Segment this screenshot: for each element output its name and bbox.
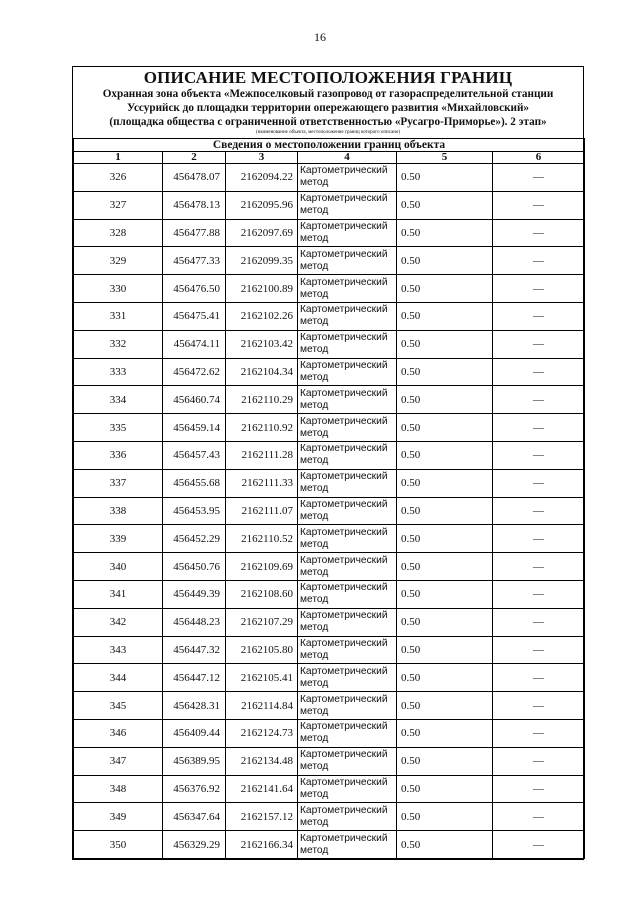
accuracy-value: 0.50 — [397, 831, 493, 859]
y-coordinate: 2162157.12 — [226, 803, 298, 831]
y-coordinate: 2162108.60 — [226, 580, 298, 608]
accuracy-value: 0.50 — [397, 580, 493, 608]
x-coordinate: 456478.07 — [163, 164, 226, 192]
table-row — [74, 580, 585, 608]
accuracy-value: 0.50 — [397, 692, 493, 720]
column-header: 5 — [397, 152, 493, 164]
x-coordinate: 456460.74 — [163, 386, 226, 414]
point-description: — — [493, 608, 585, 636]
document-title: ОПИСАНИЕ МЕСТОПОЛОЖЕНИЯ ГРАНИЦ — [143, 68, 513, 87]
point-number: 345 — [74, 692, 163, 720]
table-body — [74, 164, 585, 859]
point-number: 330 — [74, 275, 163, 303]
object-name-caption: (наименование объекта, местоположение границ которого описано) — [255, 130, 401, 135]
x-coordinate: 456477.88 — [163, 219, 226, 247]
point-number: 348 — [74, 775, 163, 803]
table-row — [74, 636, 585, 664]
table-row — [74, 664, 585, 692]
point-description: — — [493, 497, 585, 525]
table-row — [74, 608, 585, 636]
point-number: 327 — [74, 191, 163, 219]
x-coordinate: 456453.95 — [163, 497, 226, 525]
point-description: — — [493, 164, 585, 192]
determination-method: Картометрический метод — [298, 636, 397, 664]
accuracy-value: 0.50 — [397, 386, 493, 414]
determination-method: Картометрический метод — [298, 580, 397, 608]
accuracy-value: 0.50 — [397, 414, 493, 442]
accuracy-value: 0.50 — [397, 330, 493, 358]
column-header: 2 — [163, 152, 226, 164]
determination-method: Картометрический метод — [298, 441, 397, 469]
y-coordinate: 2162111.33 — [226, 469, 298, 497]
point-description: — — [493, 330, 585, 358]
determination-method: Картометрический метод — [298, 386, 397, 414]
point-description: — — [493, 803, 585, 831]
point-description: — — [493, 775, 585, 803]
coordinates-table — [73, 138, 585, 859]
point-number: 341 — [74, 580, 163, 608]
x-coordinate: 456347.64 — [163, 803, 226, 831]
table-row — [74, 692, 585, 720]
accuracy-value: 0.50 — [397, 191, 493, 219]
table-row — [74, 553, 585, 581]
y-coordinate: 2162107.29 — [226, 608, 298, 636]
accuracy-value: 0.50 — [397, 775, 493, 803]
boundary-description-document — [72, 66, 584, 860]
point-description: — — [493, 247, 585, 275]
table-row — [74, 302, 585, 330]
table-row — [74, 497, 585, 525]
determination-method: Картометрический метод — [298, 219, 397, 247]
x-coordinate: 456476.50 — [163, 275, 226, 303]
table-row — [74, 219, 585, 247]
x-coordinate: 456459.14 — [163, 414, 226, 442]
point-description: — — [493, 664, 585, 692]
determination-method: Картометрический метод — [298, 831, 397, 859]
accuracy-value: 0.50 — [397, 803, 493, 831]
accuracy-value: 0.50 — [397, 719, 493, 747]
y-coordinate: 2162110.92 — [226, 414, 298, 442]
point-number: 344 — [74, 664, 163, 692]
point-number: 332 — [74, 330, 163, 358]
determination-method: Картометрический метод — [298, 302, 397, 330]
y-coordinate: 2162134.48 — [226, 747, 298, 775]
accuracy-value: 0.50 — [397, 636, 493, 664]
table-row — [74, 525, 585, 553]
column-header: 6 — [493, 152, 585, 164]
point-description: — — [493, 553, 585, 581]
page-number: 16 — [314, 30, 326, 44]
accuracy-value: 0.50 — [397, 441, 493, 469]
determination-method: Картометрический метод — [298, 469, 397, 497]
y-coordinate: 2162141.64 — [226, 775, 298, 803]
accuracy-value: 0.50 — [397, 664, 493, 692]
accuracy-value: 0.50 — [397, 275, 493, 303]
table-row — [74, 414, 585, 442]
y-coordinate: 2162110.29 — [226, 386, 298, 414]
point-description: — — [493, 692, 585, 720]
x-coordinate: 456329.29 — [163, 831, 226, 859]
table-row — [74, 275, 585, 303]
accuracy-value: 0.50 — [397, 497, 493, 525]
point-number: 326 — [74, 164, 163, 192]
accuracy-value: 0.50 — [397, 608, 493, 636]
determination-method: Картометрический метод — [298, 330, 397, 358]
column-header: 1 — [74, 152, 163, 164]
point-description: — — [493, 747, 585, 775]
x-coordinate: 456450.76 — [163, 553, 226, 581]
y-coordinate: 2162100.89 — [226, 275, 298, 303]
x-coordinate: 456475.41 — [163, 302, 226, 330]
x-coordinate: 456478.13 — [163, 191, 226, 219]
y-coordinate: 2162124.73 — [226, 719, 298, 747]
y-coordinate: 2162094.22 — [226, 164, 298, 192]
y-coordinate: 2162110.52 — [226, 525, 298, 553]
x-coordinate: 456452.29 — [163, 525, 226, 553]
determination-method: Картометрический метод — [298, 775, 397, 803]
point-number: 349 — [74, 803, 163, 831]
y-coordinate: 2162099.35 — [226, 247, 298, 275]
table-row — [74, 386, 585, 414]
point-description: — — [493, 358, 585, 386]
y-coordinate: 2162111.07 — [226, 497, 298, 525]
point-description: — — [493, 525, 585, 553]
determination-method: Картометрический метод — [298, 692, 397, 720]
determination-method: Картометрический метод — [298, 664, 397, 692]
x-coordinate: 456449.39 — [163, 580, 226, 608]
determination-method: Картометрический метод — [298, 191, 397, 219]
column-header: 3 — [226, 152, 298, 164]
y-coordinate: 2162104.34 — [226, 358, 298, 386]
y-coordinate: 2162095.96 — [226, 191, 298, 219]
table-row — [74, 719, 585, 747]
accuracy-value: 0.50 — [397, 247, 493, 275]
point-number: 329 — [74, 247, 163, 275]
point-number: 340 — [74, 553, 163, 581]
y-coordinate: 2162114.84 — [226, 692, 298, 720]
point-number: 338 — [74, 497, 163, 525]
object-name-line-2: Уссурийск до площадки территории опережающего развития «Михайловский» — [126, 102, 530, 114]
determination-method: Картометрический метод — [298, 803, 397, 831]
y-coordinate: 2162166.34 — [226, 831, 298, 859]
determination-method: Картометрический метод — [298, 275, 397, 303]
x-coordinate: 456448.23 — [163, 608, 226, 636]
determination-method: Картометрический метод — [298, 164, 397, 192]
point-description: — — [493, 219, 585, 247]
accuracy-value: 0.50 — [397, 469, 493, 497]
point-number: 350 — [74, 831, 163, 859]
point-number: 336 — [74, 441, 163, 469]
x-coordinate: 456472.62 — [163, 358, 226, 386]
x-coordinate: 456474.11 — [163, 330, 226, 358]
point-description: — — [493, 441, 585, 469]
point-description: — — [493, 719, 585, 747]
point-description: — — [493, 275, 585, 303]
determination-method: Картометрический метод — [298, 553, 397, 581]
point-description: — — [493, 469, 585, 497]
point-number: 346 — [74, 719, 163, 747]
point-number: 335 — [74, 414, 163, 442]
table-row — [74, 803, 585, 831]
table-row — [74, 164, 585, 192]
point-number: 347 — [74, 747, 163, 775]
determination-method: Картометрический метод — [298, 358, 397, 386]
x-coordinate: 456447.12 — [163, 664, 226, 692]
accuracy-value: 0.50 — [397, 358, 493, 386]
point-number: 333 — [74, 358, 163, 386]
point-description: — — [493, 831, 585, 859]
x-coordinate: 456457.43 — [163, 441, 226, 469]
point-description: — — [493, 191, 585, 219]
point-description: — — [493, 386, 585, 414]
table-row — [74, 247, 585, 275]
point-description: — — [493, 636, 585, 664]
y-coordinate: 2162103.42 — [226, 330, 298, 358]
determination-method: Картометрический метод — [298, 525, 397, 553]
table-row — [74, 775, 585, 803]
determination-method: Картометрический метод — [298, 608, 397, 636]
table-row — [74, 441, 585, 469]
point-number: 337 — [74, 469, 163, 497]
table-row — [74, 358, 585, 386]
column-header: 4 — [298, 152, 397, 164]
determination-method: Картометрический метод — [298, 414, 397, 442]
y-coordinate: 2162097.69 — [226, 219, 298, 247]
point-number: 331 — [74, 302, 163, 330]
accuracy-value: 0.50 — [397, 553, 493, 581]
point-number: 342 — [74, 608, 163, 636]
x-coordinate: 456428.31 — [163, 692, 226, 720]
object-name-line-1: Охранная зона объекта «Межпоселковый газопровод от газораспределительной станции — [102, 88, 554, 100]
point-description: — — [493, 302, 585, 330]
table-row — [74, 831, 585, 859]
accuracy-value: 0.50 — [397, 747, 493, 775]
x-coordinate: 456389.95 — [163, 747, 226, 775]
x-coordinate: 456409.44 — [163, 719, 226, 747]
y-coordinate: 2162109.69 — [226, 553, 298, 581]
determination-method: Картометрический метод — [298, 247, 397, 275]
determination-method: Картометрический метод — [298, 497, 397, 525]
point-number: 328 — [74, 219, 163, 247]
x-coordinate: 456447.32 — [163, 636, 226, 664]
point-number: 339 — [74, 525, 163, 553]
x-coordinate: 456455.68 — [163, 469, 226, 497]
x-coordinate: 456477.33 — [163, 247, 226, 275]
accuracy-value: 0.50 — [397, 525, 493, 553]
table-row — [74, 330, 585, 358]
determination-method: Картометрический метод — [298, 747, 397, 775]
y-coordinate: 2162105.80 — [226, 636, 298, 664]
object-name-line-3: (площадка общества с ограниченной ответственностью «Русагро-Приморье»). 2 этап» — [109, 116, 547, 128]
point-number: 334 — [74, 386, 163, 414]
determination-method: Картометрический метод — [298, 719, 397, 747]
y-coordinate: 2162102.26 — [226, 302, 298, 330]
y-coordinate: 2162105.41 — [226, 664, 298, 692]
table-row — [74, 747, 585, 775]
table-row — [74, 191, 585, 219]
accuracy-value: 0.50 — [397, 219, 493, 247]
section-title: Сведения о местоположении границ объекта — [74, 139, 585, 152]
point-description: — — [493, 580, 585, 608]
accuracy-value: 0.50 — [397, 302, 493, 330]
document-header — [73, 67, 583, 138]
point-number: 343 — [74, 636, 163, 664]
y-coordinate: 2162111.28 — [226, 441, 298, 469]
accuracy-value: 0.50 — [397, 164, 493, 192]
table-row — [74, 469, 585, 497]
point-description: — — [493, 414, 585, 442]
x-coordinate: 456376.92 — [163, 775, 226, 803]
